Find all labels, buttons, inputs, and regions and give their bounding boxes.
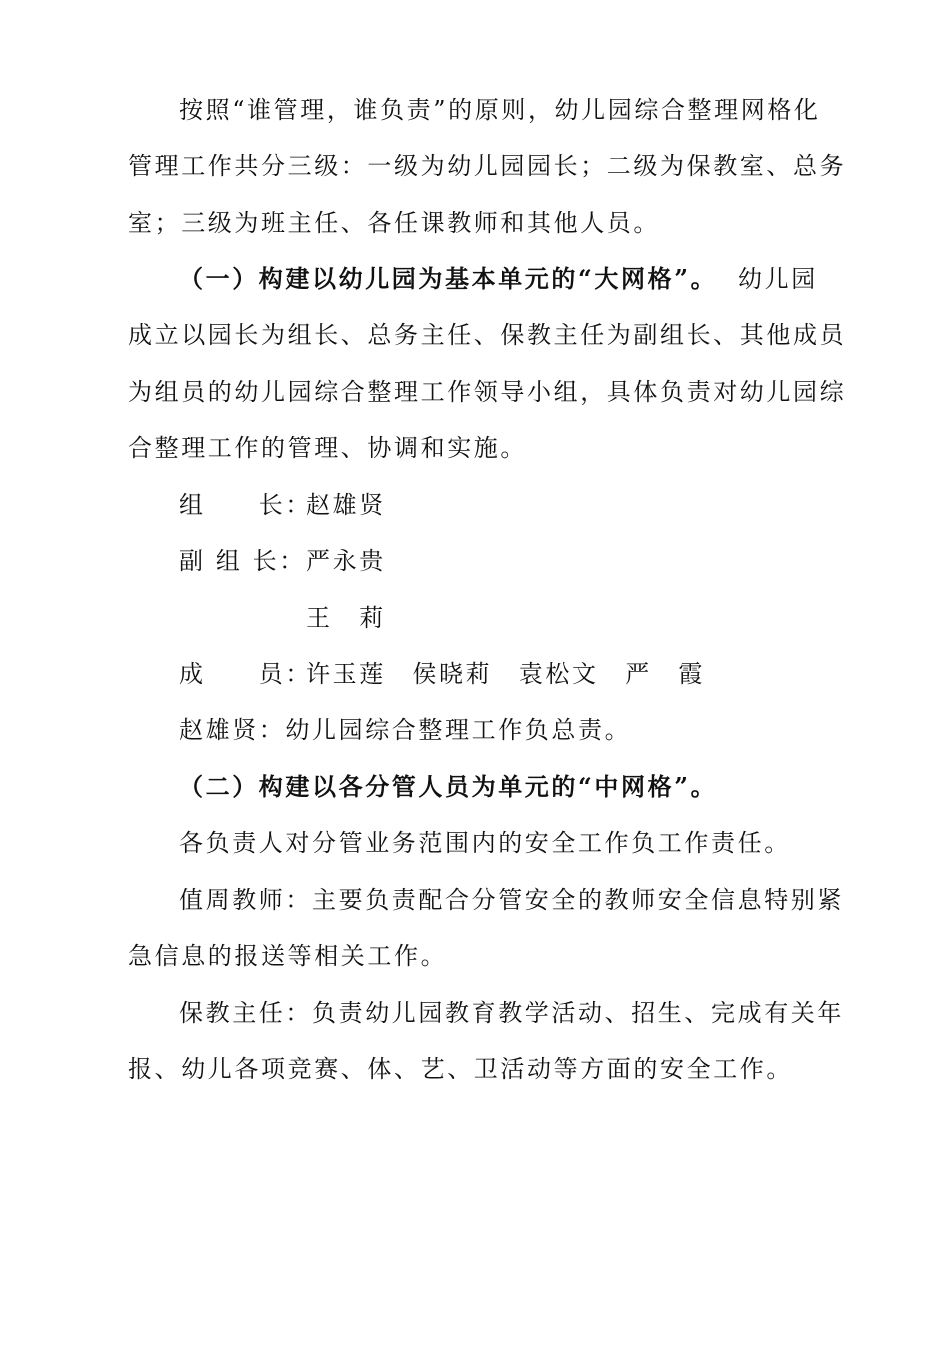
section1-line-2: 成立以园长为组长、总务主任、保教主任为副组长、其他成员 xyxy=(128,321,847,349)
section2-duty2-line-2: 报、幼儿各项竞赛、体、艺、卫活动等方面的安全工作。 xyxy=(128,1055,793,1083)
deputy-name-1: 严永贵 xyxy=(306,547,386,575)
section1-line-4: 合整理工作的管理、协调和实施。 xyxy=(128,434,527,462)
section2-heading-line xyxy=(0,767,950,807)
section1-heading: （一）构建以幼儿园为基本单元的“大网格”。 xyxy=(179,264,718,293)
roster-leader xyxy=(0,485,950,525)
roster-deputy xyxy=(0,541,950,581)
deputy-name-2: 王 莉 xyxy=(306,604,386,632)
roster-members xyxy=(0,654,950,694)
section2-duty1-line-2: 急信息的报送等相关工作。 xyxy=(128,942,448,970)
roster-duty: 赵雄贤：幼儿园综合整理工作负总责。 xyxy=(179,716,632,744)
section2-duty2-line-1: 保教主任：负责幼儿园教育教学活动、招生、完成有关年 xyxy=(179,999,844,1027)
section1-heading-line xyxy=(0,259,950,299)
section2-heading: （二）构建以各分管人员为单元的“中网格”。 xyxy=(179,772,718,801)
roster-deputy-2 xyxy=(0,598,950,638)
intro-line-1: 按照“谁管理，谁负责”的原则，幼儿园综合整理网格化 xyxy=(179,96,821,124)
leader-name: 赵雄贤 xyxy=(306,491,386,519)
deputy-label: 副 组 长： xyxy=(179,547,306,575)
section2-duty1-line-1: 值周教师：主要负责配合分管安全的教师安全信息特别紧 xyxy=(179,886,844,914)
section1-lead: 幼儿园 xyxy=(738,265,818,293)
section1-line-3: 为组员的幼儿园综合整理工作领导小组，具体负责对幼儿园综 xyxy=(128,378,847,406)
members-label: 成 员： xyxy=(179,660,312,688)
leader-label: 组 长： xyxy=(179,491,312,519)
intro-line-3: 室；三级为班主任、各任课教师和其他人员。 xyxy=(128,209,660,237)
members-list: 许玉莲 侯晓莉 袁松文 严 霞 xyxy=(306,660,705,688)
intro-line-2: 管理工作共分三级：一级为幼儿园园长；二级为保教室、总务 xyxy=(128,152,847,180)
section2-line-1: 各负责人对分管业务范围内的安全工作负工作责任。 xyxy=(179,829,791,857)
